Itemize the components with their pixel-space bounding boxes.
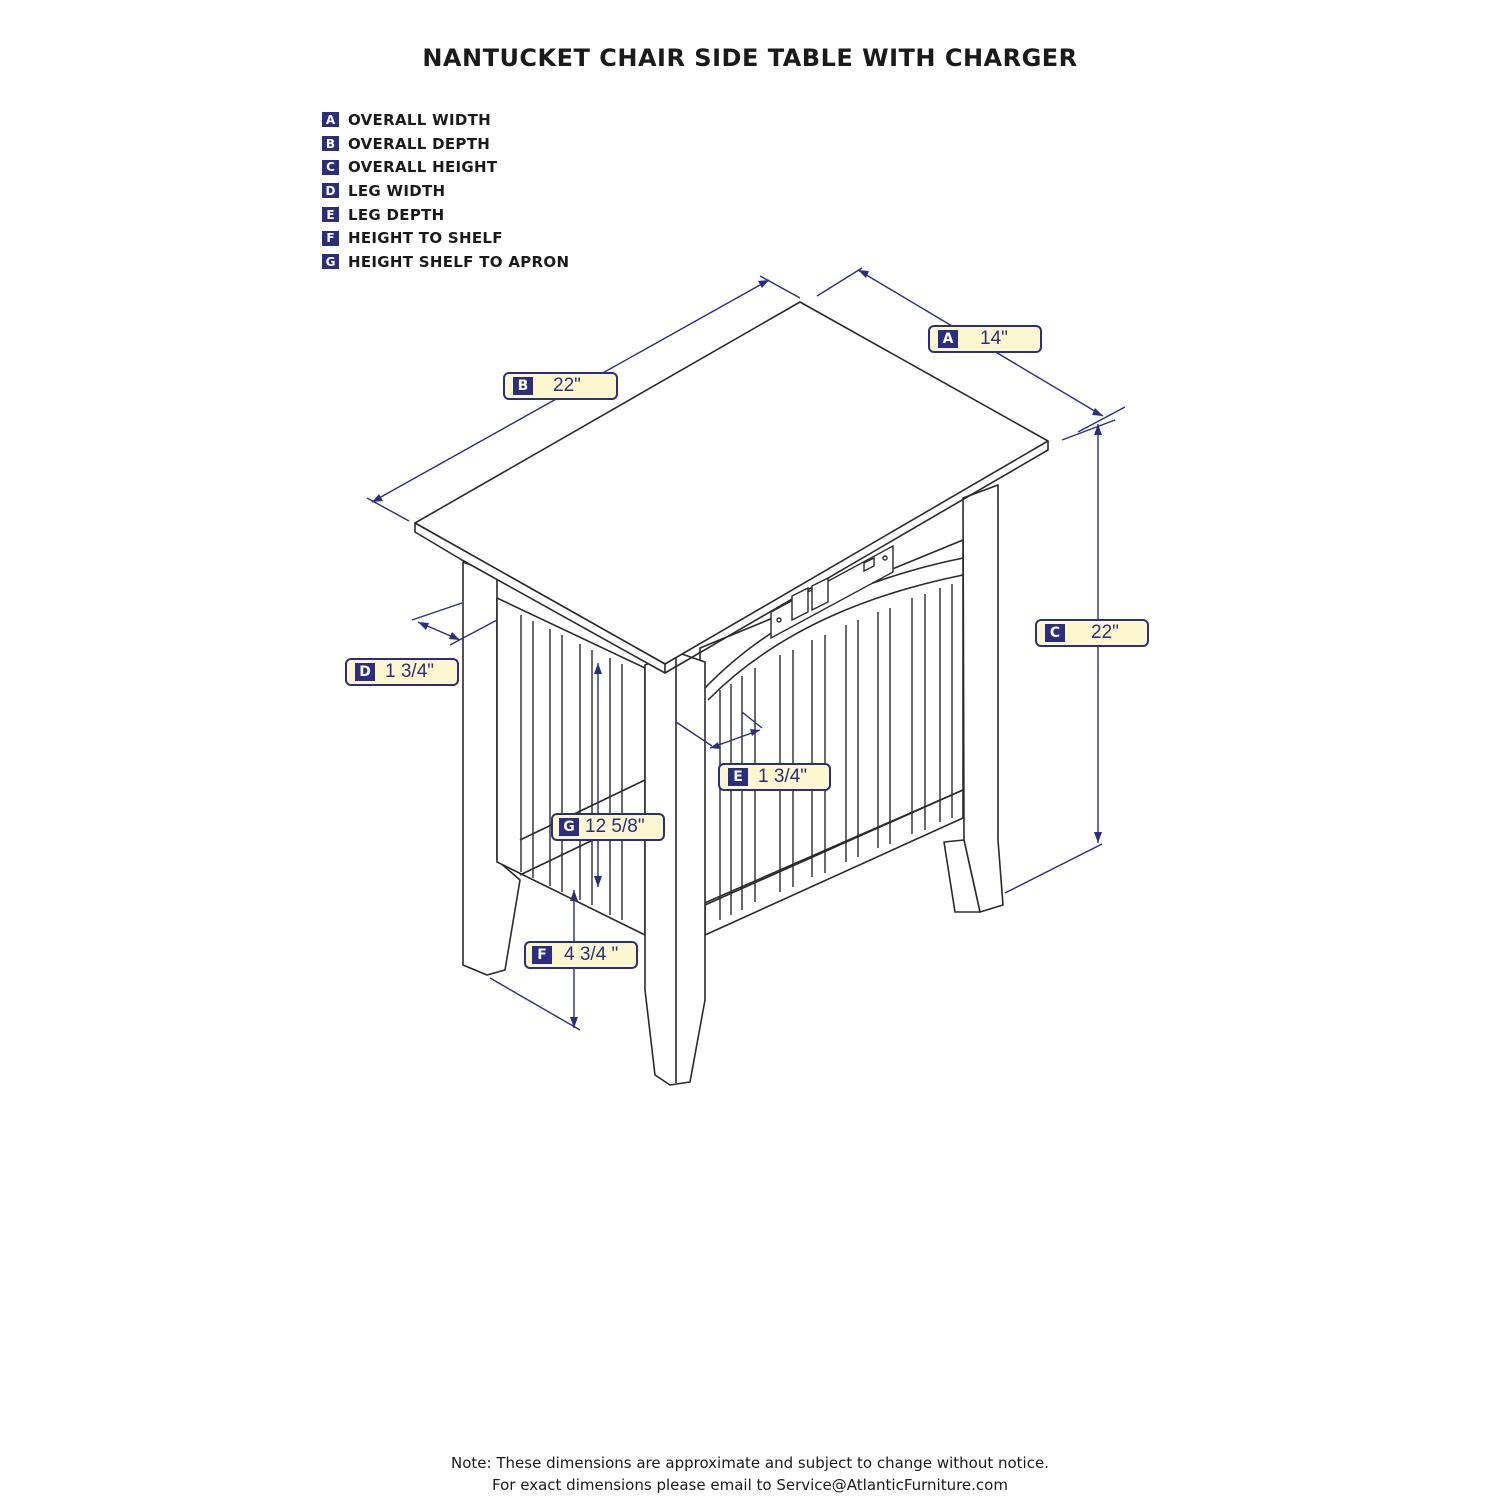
front-leg [645,652,705,1085]
legend-text-a: OVERALL WIDTH [348,110,491,129]
screw-right [883,556,887,560]
legend-letter-a: A [322,112,339,127]
dimension-label-a [928,325,1042,353]
legend-text-d: LEG WIDTH [348,181,446,200]
dim-value-d: 1 3/4" [385,661,435,682]
legend-text-e: LEG DEPTH [348,205,445,224]
dimension-label-f [524,941,638,969]
dim-letter-e: E [728,768,748,786]
dimension-label-g [551,813,665,841]
legend-text-c: OVERALL HEIGHT [348,158,498,177]
legend-letter-c: C [322,160,339,175]
dim-letter-d: D [355,663,375,681]
dim-value-b: 22" [553,375,581,396]
dim-value-c: 22" [1091,622,1119,643]
disclaimer-note [0,1452,1500,1496]
dim-value-g: 12 5/8" [585,816,645,837]
legend-text-b: OVERALL DEPTH [348,134,491,153]
dim-value-e: 1 3/4" [758,766,808,787]
dim-ext-f [490,978,580,1030]
legend-letter-d: D [322,183,339,198]
dim-letter-b: B [513,377,533,395]
note-line-1: Note: These dimensions are approximate and subject to change without notice. [451,1454,1049,1472]
dim-letter-a: A [938,330,958,348]
dim-value-a: 14" [980,328,1008,349]
dimension-label-e [718,763,831,791]
dim-letter-c: C [1045,624,1065,642]
dim-letter-f: F [532,946,552,964]
diagram-title: NANTUCKET CHAIR SIDE TABLE WITH CHARGER [422,44,1078,72]
dimension-label-b [503,372,618,400]
legend-letter-e: E [322,207,339,222]
dimension-label-d [345,658,459,686]
legend-text-f: HEIGHT TO SHELF [348,229,503,248]
legend-letter-g: G [322,254,339,269]
dim-letter-g: G [559,818,579,836]
screw-left [777,618,781,622]
dim-value-f: 4 3/4 " [564,944,619,965]
dimension-label-c [1035,619,1149,647]
right-back-leg [963,485,1003,912]
legend-letter-f: F [322,231,339,246]
note-line-2: For exact dimensions please email to Service@AtlanticFurniture.com [492,1476,1008,1494]
legend-letter-b: B [322,136,339,151]
legend-text-g: HEIGHT SHELF TO APRON [348,252,570,271]
